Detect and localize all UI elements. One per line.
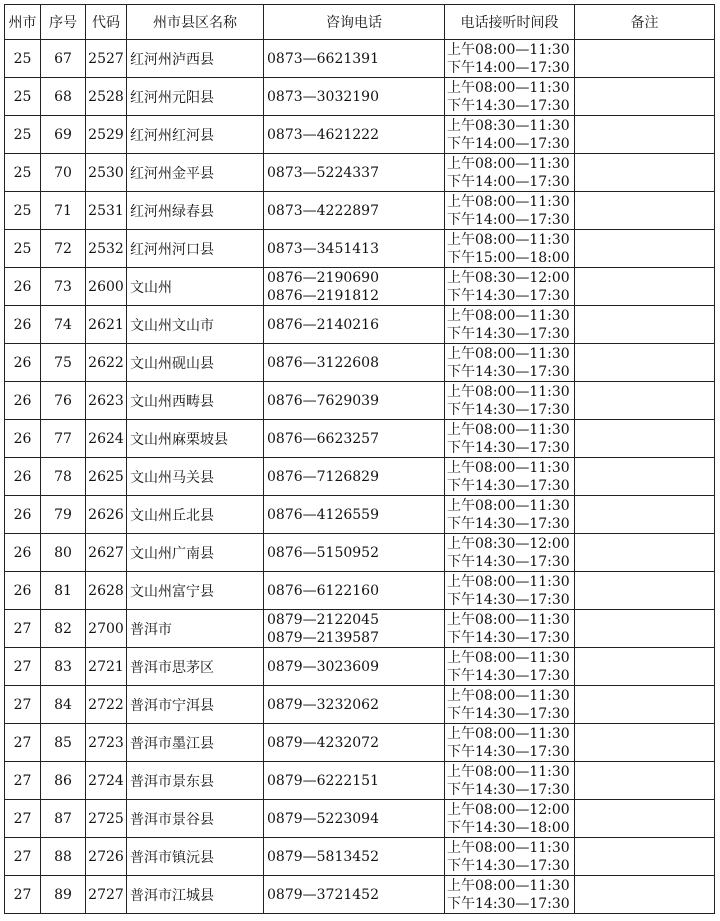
city-cell: 27 (5, 838, 41, 876)
code-cell: 2624 (86, 420, 127, 458)
hours-line: 下午14:30—17:30 (447, 591, 570, 608)
note-cell (575, 610, 715, 648)
name-cell: 文山州富宁县 (127, 572, 264, 610)
phone-number: 0873—3032190 (267, 88, 379, 105)
table-row (5, 762, 715, 800)
hours-cell (445, 648, 575, 686)
phone-cell (264, 344, 445, 382)
code-cell: 2724 (86, 762, 127, 800)
table-row (5, 800, 715, 838)
code-cell: 2727 (86, 876, 127, 914)
table-row (5, 534, 715, 572)
city-cell: 27 (5, 724, 41, 762)
hours-line: 下午14:30—18:00 (447, 819, 570, 836)
code-cell: 2531 (86, 192, 127, 230)
name-cell: 普洱市墨江县 (127, 724, 264, 762)
code-cell: 2530 (86, 154, 127, 192)
note-cell (575, 724, 715, 762)
hours-line: 上午08:30—11:30 (447, 117, 570, 134)
code-cell: 2623 (86, 382, 127, 420)
table-row (5, 724, 715, 762)
hours-cell (445, 572, 575, 610)
phone-cell (264, 268, 445, 306)
phone-cell (264, 382, 445, 420)
hours-line: 下午14:30—17:30 (447, 629, 570, 646)
table-row (5, 610, 715, 648)
name-cell: 文山州丘北县 (127, 496, 264, 534)
phone-cell (264, 496, 445, 534)
phone-number: 0873—6621391 (267, 50, 379, 67)
code-cell: 2532 (86, 230, 127, 268)
seq-cell: 86 (41, 762, 86, 800)
hours-line: 下午14:00—17:30 (447, 59, 570, 76)
name-cell: 文山州麻栗坡县 (127, 420, 264, 458)
hours-line: 下午14:30—17:30 (447, 515, 570, 532)
hours-line: 上午08:00—12:00 (447, 801, 570, 818)
hours-cell (445, 78, 575, 116)
hours-line: 上午08:00—11:30 (447, 725, 570, 742)
city-cell: 25 (5, 154, 41, 192)
note-cell (575, 192, 715, 230)
note-cell (575, 154, 715, 192)
seq-cell: 84 (41, 686, 86, 724)
hours-line: 下午14:30—17:30 (447, 97, 570, 114)
hours-cell (445, 762, 575, 800)
name-cell: 红河州绿春县 (127, 192, 264, 230)
city-cell: 26 (5, 306, 41, 344)
name-cell: 普洱市 (127, 610, 264, 648)
hours-cell (445, 382, 575, 420)
name-cell: 文山州马关县 (127, 458, 264, 496)
name-cell: 文山州砚山县 (127, 344, 264, 382)
table-row (5, 154, 715, 192)
name-cell: 红河州泸西县 (127, 40, 264, 78)
code-cell: 2625 (86, 458, 127, 496)
table-row (5, 876, 715, 914)
phone-number: 0876—4126559 (267, 506, 379, 523)
header-phone: 咨询电话 (264, 5, 445, 40)
hours-cell (445, 420, 575, 458)
phone-number: 0876—2190690 (267, 269, 379, 286)
hours-line: 上午08:30—12:00 (447, 269, 570, 286)
header-name: 州市县区名称 (127, 5, 264, 40)
header-city: 州市 (5, 5, 41, 40)
seq-cell: 87 (41, 800, 86, 838)
note-cell (575, 838, 715, 876)
city-cell: 26 (5, 534, 41, 572)
hours-line: 上午08:00—11:30 (447, 687, 570, 704)
hours-line: 下午14:30—17:30 (447, 401, 570, 418)
phone-number: 0873—5224337 (267, 164, 379, 181)
contact-table (4, 4, 715, 914)
phone-number: 0876—2191812 (267, 287, 379, 304)
header-seq: 序号 (41, 5, 86, 40)
seq-cell: 89 (41, 876, 86, 914)
hours-line: 下午14:30—17:30 (447, 895, 570, 912)
hours-cell (445, 534, 575, 572)
hours-cell (445, 496, 575, 534)
city-cell: 27 (5, 876, 41, 914)
phone-number: 0873—4222897 (267, 202, 379, 219)
note-cell (575, 800, 715, 838)
table-row (5, 344, 715, 382)
hours-line: 下午14:30—17:30 (447, 705, 570, 722)
hours-line: 上午08:00—11:30 (447, 763, 570, 780)
hours-cell (445, 458, 575, 496)
hours-line: 下午15:00—18:00 (447, 249, 570, 266)
hours-line: 上午08:00—11:30 (447, 345, 570, 362)
note-cell (575, 230, 715, 268)
hours-cell (445, 154, 575, 192)
phone-number: 0876—6122160 (267, 582, 379, 599)
name-cell: 红河州元阳县 (127, 78, 264, 116)
phone-cell (264, 648, 445, 686)
hours-cell (445, 230, 575, 268)
phone-number: 0879—4232072 (267, 734, 379, 751)
note-cell (575, 382, 715, 420)
hours-cell (445, 268, 575, 306)
phone-cell (264, 800, 445, 838)
table-row (5, 420, 715, 458)
note-cell (575, 116, 715, 154)
seq-cell: 76 (41, 382, 86, 420)
code-cell: 2527 (86, 40, 127, 78)
note-cell (575, 686, 715, 724)
hours-line: 上午08:00—11:30 (447, 649, 570, 666)
hours-cell (445, 838, 575, 876)
phone-cell (264, 572, 445, 610)
seq-cell: 88 (41, 838, 86, 876)
code-cell: 2726 (86, 838, 127, 876)
phone-cell (264, 686, 445, 724)
phone-cell (264, 420, 445, 458)
phone-cell (264, 838, 445, 876)
seq-cell: 67 (41, 40, 86, 78)
phone-cell (264, 78, 445, 116)
code-cell: 2529 (86, 116, 127, 154)
note-cell (575, 420, 715, 458)
code-cell: 2725 (86, 800, 127, 838)
note-cell (575, 78, 715, 116)
seq-cell: 77 (41, 420, 86, 458)
seq-cell: 80 (41, 534, 86, 572)
city-cell: 27 (5, 648, 41, 686)
hours-line: 下午14:00—17:30 (447, 211, 570, 228)
phone-number: 0879—5223094 (267, 810, 379, 827)
phone-number: 0876—6623257 (267, 430, 379, 447)
city-cell: 25 (5, 78, 41, 116)
seq-cell: 72 (41, 230, 86, 268)
city-cell: 26 (5, 458, 41, 496)
hours-line: 上午08:00—11:30 (447, 383, 570, 400)
hours-line: 下午14:30—17:30 (447, 325, 570, 342)
city-cell: 27 (5, 610, 41, 648)
note-cell (575, 648, 715, 686)
hours-cell (445, 192, 575, 230)
header-hours: 电话接听时间段 (445, 5, 575, 40)
table-row (5, 572, 715, 610)
phone-number: 0879—3023609 (267, 658, 379, 675)
city-cell: 26 (5, 420, 41, 458)
city-cell: 25 (5, 230, 41, 268)
note-cell (575, 306, 715, 344)
city-cell: 26 (5, 382, 41, 420)
seq-cell: 78 (41, 458, 86, 496)
name-cell: 普洱市景谷县 (127, 800, 264, 838)
hours-line: 下午14:30—17:30 (447, 287, 570, 304)
phone-number: 0876—7126829 (267, 468, 379, 485)
note-cell (575, 762, 715, 800)
hours-line: 上午08:00—11:30 (447, 193, 570, 210)
hours-line: 上午08:00—11:30 (447, 307, 570, 324)
hours-line: 上午08:00—11:30 (447, 877, 570, 894)
name-cell: 文山州 (127, 268, 264, 306)
header-note: 备注 (575, 5, 715, 40)
note-cell (575, 572, 715, 610)
seq-cell: 70 (41, 154, 86, 192)
hours-line: 下午14:30—17:30 (447, 363, 570, 380)
code-cell: 2628 (86, 572, 127, 610)
table-header-row (5, 5, 715, 40)
city-cell: 25 (5, 192, 41, 230)
seq-cell: 75 (41, 344, 86, 382)
hours-line: 下午14:00—17:30 (447, 173, 570, 190)
table-row (5, 496, 715, 534)
name-cell: 红河州红河县 (127, 116, 264, 154)
phone-number: 0879—3232062 (267, 696, 379, 713)
phone-number: 0879—2139587 (267, 629, 379, 646)
seq-cell: 73 (41, 268, 86, 306)
note-cell (575, 40, 715, 78)
phone-number: 0873—4621222 (267, 126, 379, 143)
seq-cell: 82 (41, 610, 86, 648)
hours-line: 下午14:30—17:30 (447, 667, 570, 684)
seq-cell: 79 (41, 496, 86, 534)
code-cell: 2600 (86, 268, 127, 306)
table-row (5, 40, 715, 78)
seq-cell: 85 (41, 724, 86, 762)
name-cell: 普洱市宁洱县 (127, 686, 264, 724)
name-cell: 红河州金平县 (127, 154, 264, 192)
hours-line: 上午08:00—11:30 (447, 231, 570, 248)
name-cell: 文山州广南县 (127, 534, 264, 572)
hours-line: 下午14:00—17:30 (447, 135, 570, 152)
hours-cell (445, 306, 575, 344)
note-cell (575, 268, 715, 306)
name-cell: 文山州文山市 (127, 306, 264, 344)
hours-line: 下午14:30—17:30 (447, 477, 570, 494)
code-cell: 2700 (86, 610, 127, 648)
table-body (5, 40, 715, 914)
hours-line: 上午08:00—11:30 (447, 497, 570, 514)
table-row (5, 458, 715, 496)
table-row (5, 838, 715, 876)
phone-cell (264, 458, 445, 496)
hours-cell (445, 686, 575, 724)
hours-line: 下午14:30—17:30 (447, 857, 570, 874)
note-cell (575, 458, 715, 496)
seq-cell: 83 (41, 648, 86, 686)
phone-cell (264, 192, 445, 230)
seq-cell: 71 (41, 192, 86, 230)
phone-cell (264, 154, 445, 192)
phone-cell (264, 762, 445, 800)
hours-cell (445, 344, 575, 382)
note-cell (575, 876, 715, 914)
table-row (5, 382, 715, 420)
hours-cell (445, 876, 575, 914)
hours-line: 上午08:00—11:30 (447, 459, 570, 476)
hours-cell (445, 800, 575, 838)
code-cell: 2622 (86, 344, 127, 382)
phone-cell (264, 876, 445, 914)
hours-line: 上午08:00—11:30 (447, 611, 570, 628)
hours-cell (445, 610, 575, 648)
phone-number: 0876—3122608 (267, 354, 379, 371)
hours-line: 上午08:00—11:30 (447, 421, 570, 438)
code-cell: 2722 (86, 686, 127, 724)
phone-number: 0873—3451413 (267, 240, 379, 257)
phone-number: 0876—2140216 (267, 316, 379, 333)
phone-number: 0876—7629039 (267, 392, 379, 409)
city-cell: 26 (5, 268, 41, 306)
city-cell: 26 (5, 344, 41, 382)
phone-cell (264, 116, 445, 154)
seq-cell: 68 (41, 78, 86, 116)
city-cell: 27 (5, 800, 41, 838)
phone-cell (264, 40, 445, 78)
hours-line: 上午08:00—11:30 (447, 839, 570, 856)
seq-cell: 81 (41, 572, 86, 610)
hours-line: 下午14:30—17:30 (447, 439, 570, 456)
code-cell: 2621 (86, 306, 127, 344)
hours-line: 上午08:00—11:30 (447, 41, 570, 58)
phone-cell (264, 230, 445, 268)
name-cell: 普洱市景东县 (127, 762, 264, 800)
hours-line: 下午14:30—17:30 (447, 553, 570, 570)
code-cell: 2627 (86, 534, 127, 572)
hours-cell (445, 724, 575, 762)
phone-cell (264, 724, 445, 762)
hours-line: 上午08:30—12:00 (447, 535, 570, 552)
table-row (5, 306, 715, 344)
name-cell: 普洱市思茅区 (127, 648, 264, 686)
table-row (5, 648, 715, 686)
note-cell (575, 344, 715, 382)
city-cell: 27 (5, 762, 41, 800)
phone-cell (264, 534, 445, 572)
hours-line: 上午08:00—11:30 (447, 79, 570, 96)
code-cell: 2528 (86, 78, 127, 116)
city-cell: 26 (5, 496, 41, 534)
name-cell: 普洱市镇沅县 (127, 838, 264, 876)
code-cell: 2721 (86, 648, 127, 686)
phone-number: 0879—3721452 (267, 886, 379, 903)
phone-cell (264, 610, 445, 648)
hours-cell (445, 116, 575, 154)
phone-number: 0879—6222151 (267, 772, 379, 789)
name-cell: 普洱市江城县 (127, 876, 264, 914)
note-cell (575, 534, 715, 572)
code-cell: 2723 (86, 724, 127, 762)
phone-cell (264, 306, 445, 344)
hours-line: 下午14:30—17:30 (447, 743, 570, 760)
table-row (5, 116, 715, 154)
city-cell: 26 (5, 572, 41, 610)
seq-cell: 74 (41, 306, 86, 344)
hours-line: 上午08:00—11:30 (447, 155, 570, 172)
code-cell: 2626 (86, 496, 127, 534)
note-cell (575, 496, 715, 534)
hours-line: 上午08:00—11:30 (447, 573, 570, 590)
hours-line: 下午14:30—17:30 (447, 781, 570, 798)
table-row (5, 78, 715, 116)
name-cell: 文山州西畴县 (127, 382, 264, 420)
table-row (5, 192, 715, 230)
city-cell: 25 (5, 116, 41, 154)
city-cell: 27 (5, 686, 41, 724)
phone-number: 0879—2122045 (267, 611, 379, 628)
city-cell: 25 (5, 40, 41, 78)
seq-cell: 69 (41, 116, 86, 154)
table-row (5, 268, 715, 306)
header-code: 代码 (86, 5, 127, 40)
name-cell: 红河州河口县 (127, 230, 264, 268)
phone-number: 0879—5813452 (267, 848, 379, 865)
table-row (5, 230, 715, 268)
phone-number: 0876—5150952 (267, 544, 379, 561)
hours-cell (445, 40, 575, 78)
table-row (5, 686, 715, 724)
